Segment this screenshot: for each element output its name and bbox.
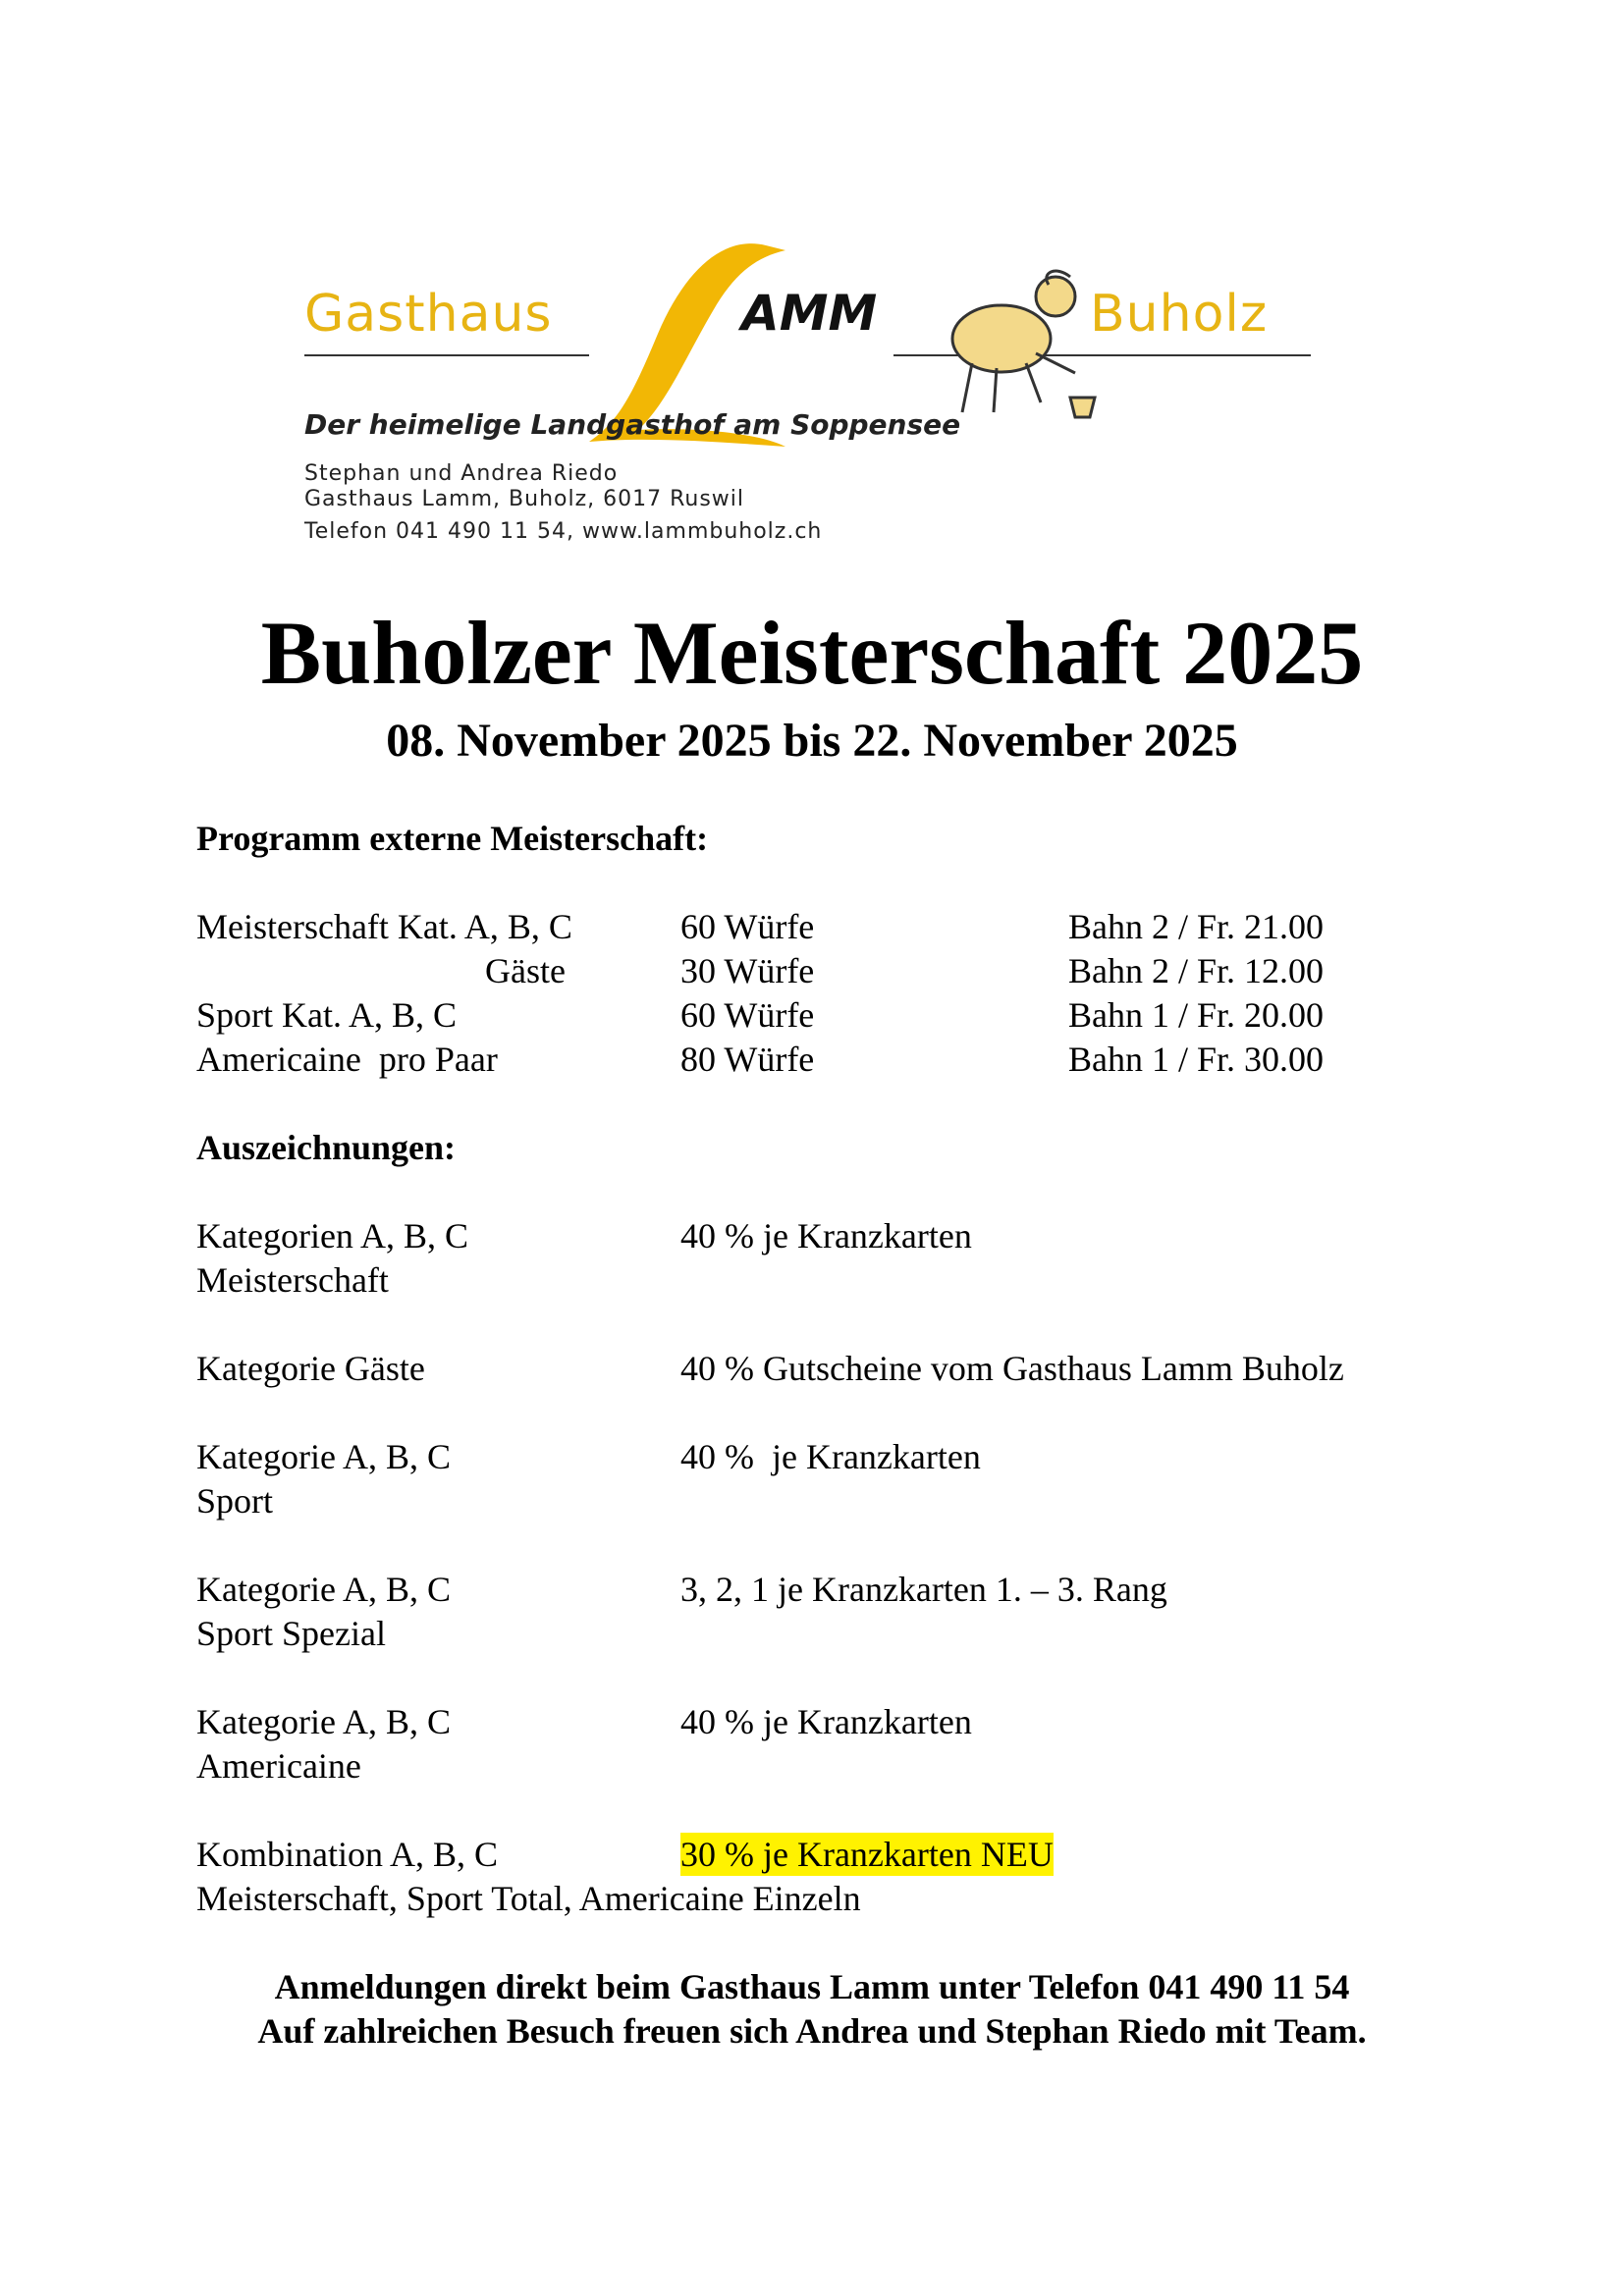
programm-row-bahn: Bahn 2 / Fr. 12.00	[1068, 951, 1325, 990]
programm-row-bahn: Bahn 1 / Fr. 30.00	[1068, 1040, 1325, 1079]
logo-owners: Stephan und Andrea Riedo	[304, 461, 619, 486]
programm-row-wuerfe: 60 Würfe	[680, 907, 815, 946]
award-prize: 40 % je Kranzkarten	[680, 1216, 972, 1255]
award-category: Kategorie A, B, C	[196, 1437, 451, 1476]
award-prize-highlighted: 30 % je Kranzkarten NEU	[680, 1835, 1054, 1874]
award-category-sub: Americaine	[196, 1746, 361, 1786]
award-category-sub: Meisterschaft	[196, 1260, 389, 1300]
programm-row-bahn: Bahn 2 / Fr. 21.00	[1068, 907, 1325, 946]
programm-row-name: Meisterschaft Kat. A, B, C	[196, 907, 572, 946]
programm-row-name: Americaine pro Paar	[196, 1040, 498, 1079]
award-category: Kategorien A, B, C	[196, 1216, 468, 1255]
programm-heading: Programm externe Meisterschaft:	[196, 819, 709, 858]
logo-slogan: Der heimelige Landgasthof am Soppensee	[304, 408, 961, 441]
award-prize: 40 % je Kranzkarten	[680, 1437, 981, 1476]
date-range: 08. November 2025 bis 22. November 2025	[386, 715, 1238, 767]
award-prize: 3, 2, 1 je Kranzkarten 1. – 3. Rang	[680, 1570, 1167, 1609]
logo-right-word: Buholz	[1090, 285, 1269, 344]
page-title: Buholzer Meisterschaft 2025	[260, 603, 1364, 703]
award-category: Kombination A, B, C	[196, 1835, 499, 1874]
award-category: Kategorie A, B, C	[196, 1570, 451, 1609]
programm-row-bahn: Bahn 1 / Fr. 20.00	[1068, 995, 1325, 1035]
logo-brand: AMM	[741, 285, 878, 342]
auszeichnungen-heading: Auszeichnungen:	[196, 1128, 457, 1167]
programm-row-wuerfe: 80 Würfe	[680, 1040, 815, 1079]
logo	[295, 226, 1326, 560]
programm-row-wuerfe: 30 Würfe	[680, 951, 815, 990]
award-prize: 40 % Gutscheine vom Gasthaus Lamm Buholz	[680, 1349, 1344, 1388]
logo-contact: Telefon 041 490 11 54, www.lammbuholz.ch	[304, 519, 823, 544]
award-category: Kategorie A, B, C	[196, 1702, 451, 1741]
footer-greeting: Auf zahlreichen Besuch freuen sich Andrea und Stephan Riedo mit Team.	[257, 2011, 1367, 2051]
logo-left-word: Gasthaus	[304, 285, 553, 344]
award-category-sub: Sport Spezial	[196, 1614, 386, 1653]
award-category-sub: Meisterschaft, Sport Total, Americaine Einzeln	[196, 1879, 861, 1918]
logo-address: Gasthaus Lamm, Buholz, 6017 Ruswil	[304, 487, 745, 511]
award-prize: 40 % je Kranzkarten	[680, 1702, 972, 1741]
programm-row-name: Gäste	[485, 951, 566, 990]
award-category-sub: Sport	[196, 1481, 274, 1521]
programm-row-wuerfe: 60 Würfe	[680, 995, 815, 1035]
sheep-icon	[952, 271, 1095, 417]
programm-row-name: Sport Kat. A, B, C	[196, 995, 458, 1035]
footer-registration: Anmeldungen direkt beim Gasthaus Lamm unter Telefon 041 490 11 54	[274, 1967, 1350, 2006]
award-category: Kategorie Gäste	[196, 1349, 425, 1388]
